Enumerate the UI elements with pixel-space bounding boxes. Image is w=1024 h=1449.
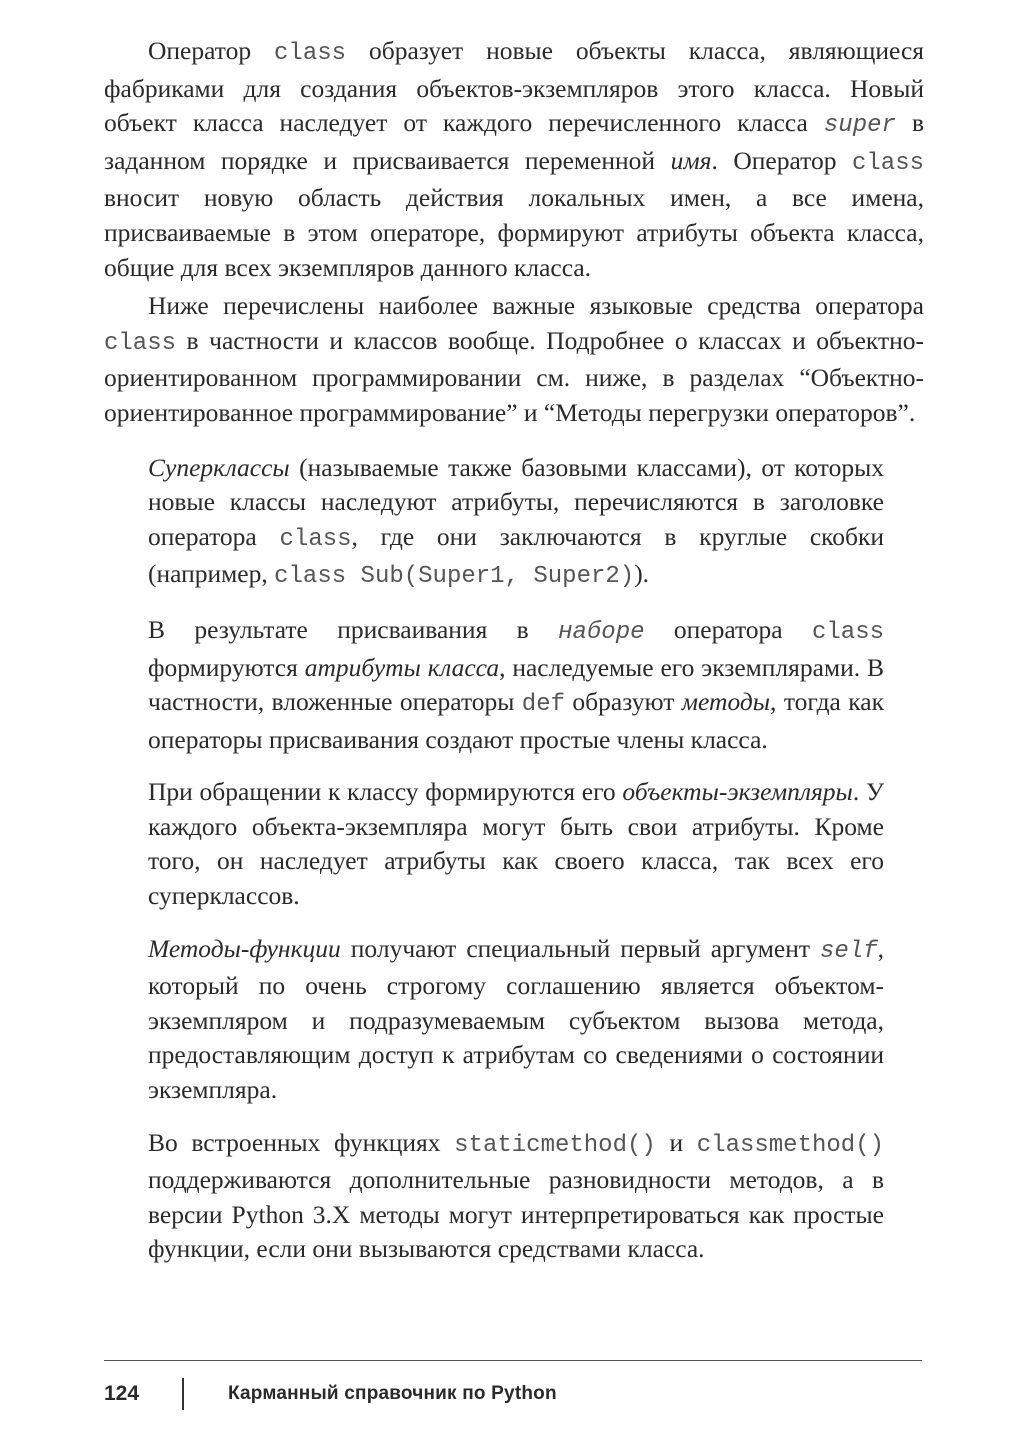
text-run: , где они заключаются в круглые скобки (например, bbox=[148, 521, 885, 589]
term-superclasses: Суперклассы bbox=[148, 452, 290, 482]
paragraph-class-statement bbox=[104, 34, 924, 285]
text-run: Во встроенных функциях bbox=[148, 1127, 455, 1157]
list-item-class-attributes bbox=[148, 613, 884, 757]
text-run: в заданном порядке и присваивается переменной bbox=[104, 108, 924, 175]
list-item-builtin-methods bbox=[148, 1126, 884, 1267]
code-staticmethod: staticmethod() bbox=[454, 1131, 656, 1159]
text-run: , который по очень строгому соглашению является объектом-экземпляром и подразумеваемым субъектом вызова метода, предоставляющим доступ к атрибутам со сведениями о состоянии экземпляра. bbox=[148, 933, 884, 1105]
text-run: поддерживаются дополнительные разновидности методов, а в версии Python 3.X методы могут интерпретироваться как простые функции, если они вызываются средствами класса. bbox=[148, 1165, 884, 1264]
text-run: образует новые объекты класса, являющиеся фабриками для создания объектов-экземпляров этого класса. Новый объект класса наследует от каждого перечисленного класса bbox=[104, 36, 924, 138]
text-run: и bbox=[655, 1127, 697, 1157]
list-item-superclasses bbox=[148, 451, 884, 595]
text-run: Оператор bbox=[148, 36, 275, 65]
text-run: формируются bbox=[148, 652, 305, 682]
code-class: class bbox=[851, 149, 924, 177]
text-run: . У каждого объекта-экземпляра могут быть свои атрибуты. Кроме того, он наследует атрибуты как своего класса, так всех его суперклассов. bbox=[148, 777, 884, 911]
footer-separator bbox=[182, 1378, 184, 1410]
page-footer bbox=[104, 1376, 557, 1412]
term-class-attributes: атрибуты класса bbox=[304, 652, 500, 682]
code-class: class bbox=[104, 329, 177, 357]
code-suite: наборе bbox=[558, 618, 645, 646]
code-class: class bbox=[811, 618, 884, 646]
book-title: Карманный справочник по Python bbox=[228, 1383, 557, 1404]
term-method-functions: Методы-функции bbox=[148, 933, 341, 963]
code-def: def bbox=[521, 691, 566, 719]
text-run: , наследуемые его экземплярами. В частности, вложенные операторы bbox=[148, 652, 884, 717]
code-self: self bbox=[820, 937, 878, 965]
page-body bbox=[104, 34, 924, 1267]
code-example: class Sub(Super1, Super2) bbox=[274, 563, 635, 591]
feature-list bbox=[148, 451, 884, 1267]
page-number: 124 bbox=[104, 1382, 140, 1405]
text-run: (называемые также базовыми классами), от которых новые классы наследуют атрибуты, перечисляются в заголовке оператора bbox=[148, 452, 884, 551]
term-methods: методы bbox=[681, 687, 771, 717]
text-run: В результате присваивания в bbox=[148, 614, 559, 644]
text-run: Ниже перечислены наиболее важные языковые средства оператора bbox=[148, 291, 924, 321]
term-instances: объекты-экземпляры bbox=[622, 777, 853, 807]
list-item-instances bbox=[148, 775, 884, 913]
list-item-method-functions bbox=[148, 932, 884, 1108]
text-run: При обращении к классу формируются его bbox=[148, 777, 623, 807]
text-run: . Оператор bbox=[711, 145, 852, 175]
paragraph-class-features bbox=[104, 289, 924, 430]
code-super: super bbox=[823, 112, 896, 140]
text-run: образуют bbox=[565, 687, 682, 717]
code-class: class bbox=[279, 525, 352, 553]
code-class: class bbox=[274, 40, 347, 67]
text-run: в частности и классов вообще. Подробнее о классах и объектно-ориентированном программировании см. ниже, в разделах “Объектно-ориентированное программирование” и “Методы перегрузки операторов”. bbox=[104, 325, 924, 427]
text-run: , тогда как операторы присваивания создают простые члены класса. bbox=[148, 687, 884, 754]
text-run: оператора bbox=[644, 614, 812, 644]
text-run: получают специальный первый аргумент bbox=[340, 933, 821, 963]
code-classmethod: classmethod() bbox=[696, 1131, 884, 1159]
term-name: имя bbox=[670, 145, 712, 175]
text-run: ). bbox=[634, 559, 650, 589]
text-run: вносит новую область действия локальных имен, а все имена, присваиваемые в этом операторе, формируют атрибуты объекта класса, общие для всех экземпляров данного класса. bbox=[104, 183, 924, 282]
footer-divider bbox=[104, 1360, 922, 1361]
